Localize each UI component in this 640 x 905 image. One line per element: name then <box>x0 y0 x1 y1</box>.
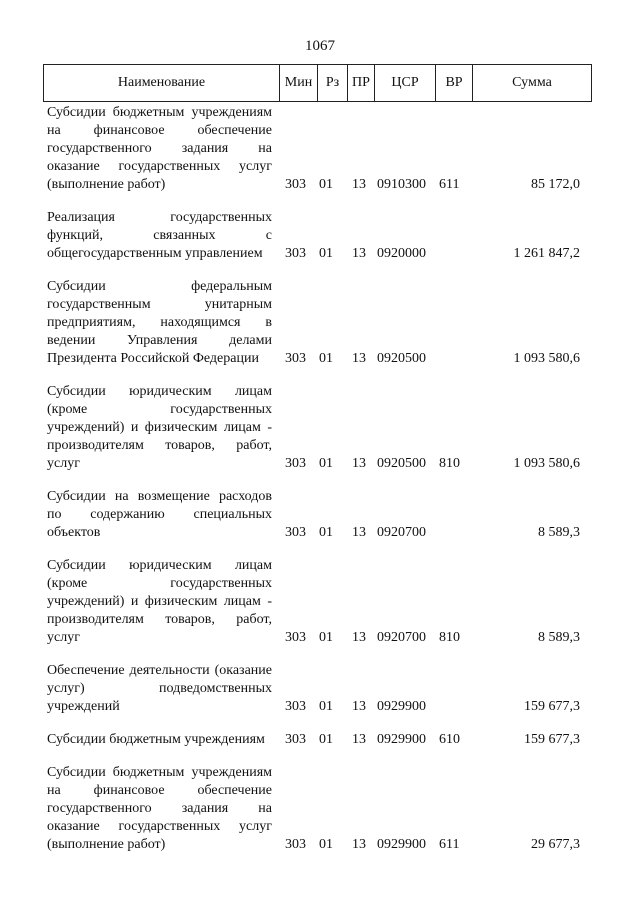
row-pr: 13 <box>352 246 366 261</box>
row-rz: 01 <box>319 177 333 192</box>
row-sum: 29 677,3 <box>531 837 580 852</box>
table-row <box>43 383 592 473</box>
table-body <box>43 104 592 854</box>
header-pr: ПР <box>347 65 374 101</box>
row-pr: 13 <box>352 456 366 471</box>
row-vr: 610 <box>439 732 460 747</box>
row-csr: 0920500 <box>377 351 426 366</box>
row-vr: 611 <box>439 177 460 192</box>
row-rz: 01 <box>319 630 333 645</box>
table-row <box>43 731 592 749</box>
row-vr: 611 <box>439 837 460 852</box>
row-vr: 810 <box>439 630 460 645</box>
header-rz: Рз <box>317 65 347 101</box>
row-min: 303 <box>285 246 306 261</box>
row-name: Субсидии юридическим лицам (кроме государственных учреждений) и физическим лицам - производителям товаров, работ, услуг <box>47 384 272 471</box>
header-sum: Сумма <box>472 65 591 101</box>
row-min: 303 <box>285 177 306 192</box>
row-rz: 01 <box>319 837 333 852</box>
row-name: Субсидии федеральным государственным унитарным предприятиям, находящимся в ведении Управления делами Президента Российской Федерации <box>47 279 272 366</box>
row-sum: 8 589,3 <box>538 525 580 540</box>
row-name: Субсидии бюджетным учреждениям на финансовое обеспечение государственного задания на оказание государственных услуг (выполнение работ) <box>47 765 272 852</box>
row-min: 303 <box>285 699 306 714</box>
row-sum: 159 677,3 <box>524 732 580 747</box>
row-sum: 85 172,0 <box>531 177 580 192</box>
row-pr: 13 <box>352 630 366 645</box>
row-rz: 01 <box>319 699 333 714</box>
row-name: Реализация государственных функций, связанных с общегосударственным управлением <box>47 210 272 261</box>
row-sum: 1 093 580,6 <box>513 456 580 471</box>
table-row <box>43 104 592 194</box>
row-rz: 01 <box>319 732 333 747</box>
row-pr: 13 <box>352 177 366 192</box>
row-name: Субсидии на возмещение расходов по содержанию специальных объектов <box>47 489 272 540</box>
row-sum: 1 261 847,2 <box>513 246 580 261</box>
row-csr: 0920500 <box>377 456 426 471</box>
table-row <box>43 662 592 716</box>
row-pr: 13 <box>352 525 366 540</box>
row-pr: 13 <box>352 837 366 852</box>
row-min: 303 <box>285 630 306 645</box>
row-min: 303 <box>285 732 306 747</box>
row-csr: 0929900 <box>377 837 426 852</box>
table-row <box>43 278 592 368</box>
row-csr: 0920700 <box>377 525 426 540</box>
row-csr: 0910300 <box>377 177 426 192</box>
header-min: Мин <box>279 65 317 101</box>
row-sum: 8 589,3 <box>538 630 580 645</box>
row-name: Обеспечение деятельности (оказание услуг) подведомственных учреждений <box>47 663 272 714</box>
row-vr: 810 <box>439 456 460 471</box>
row-csr: 0929900 <box>377 699 426 714</box>
row-min: 303 <box>285 456 306 471</box>
table-row <box>43 764 592 854</box>
row-rz: 01 <box>319 351 333 366</box>
row-rz: 01 <box>319 525 333 540</box>
row-sum: 1 093 580,6 <box>513 351 580 366</box>
row-pr: 13 <box>352 699 366 714</box>
table-header <box>43 64 592 102</box>
row-pr: 13 <box>352 351 366 366</box>
row-name: Субсидии бюджетным учреждениям <box>47 732 265 747</box>
table-row <box>43 209 592 263</box>
row-min: 303 <box>285 351 306 366</box>
row-csr: 0920000 <box>377 246 426 261</box>
row-min: 303 <box>285 525 306 540</box>
row-name: Субсидии юридическим лицам (кроме государственных учреждений) и физическим лицам - производителям товаров, работ, услуг <box>47 558 272 645</box>
row-csr: 0929900 <box>377 732 426 747</box>
row-rz: 01 <box>319 246 333 261</box>
table-row <box>43 557 592 647</box>
header-vr: ВР <box>435 65 472 101</box>
row-rz: 01 <box>319 456 333 471</box>
header-csr: ЦСР <box>374 65 435 101</box>
header-name: Наименование <box>117 75 206 90</box>
row-pr: 13 <box>352 732 366 747</box>
row-name: Субсидии бюджетным учреждениям на финансовое обеспечение государственного задания на оказание государственных услуг (выполнение работ) <box>47 105 272 192</box>
table-row <box>43 488 592 542</box>
row-csr: 0920700 <box>377 630 426 645</box>
row-min: 303 <box>285 837 306 852</box>
page-number: 1067 <box>305 38 335 54</box>
row-sum: 159 677,3 <box>524 699 580 714</box>
